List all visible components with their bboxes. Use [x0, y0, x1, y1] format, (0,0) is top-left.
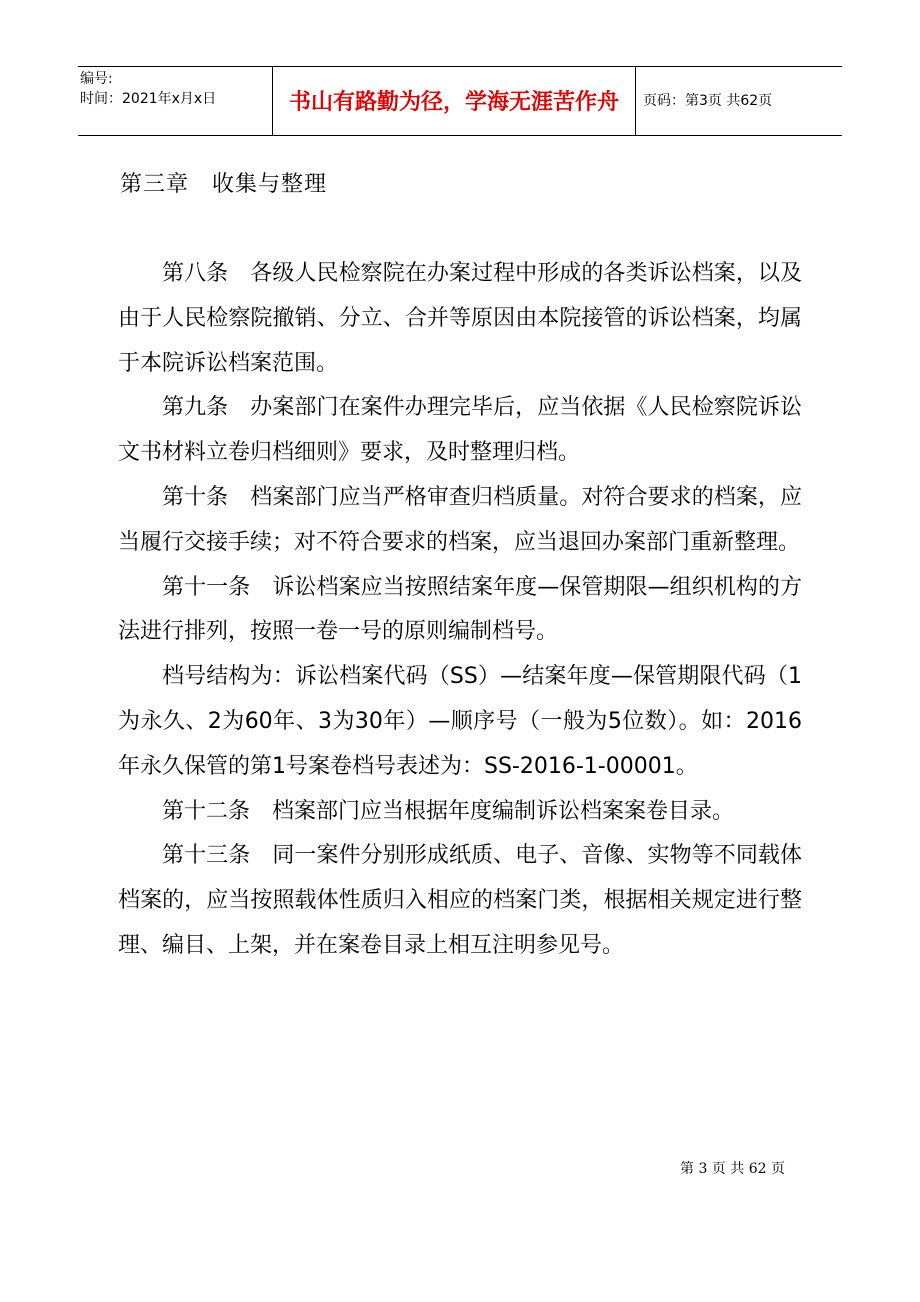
serial-number-label: 编号: [80, 71, 113, 87]
header-date: 时间：2021年x月x日 [80, 91, 217, 107]
article-13-paragraph: 第十三条 同一案件分别形成纸质、电子、音像、实物等不同载体档案的，应当按照载体性质归入相应的档案门类，根据相关规定进行整理、编目、上架，并在案卷目录上相互注明参见号。 [118, 843, 802, 958]
article-11-paragraph: 第十一条 诉讼档案应当按照结案年度—保管期限—组织机构的方法进行排列，按照一卷一号的原则编制档号。 [118, 574, 802, 645]
file-number-structure-paragraph: 档号结构为：诉讼档案代码（SS）—结案年度—保管期限代码（1为永久、2为60年、3为30年）—顺序号（一般为5位数）。如：2016年永久保管的第1号案卷档号表述为：SS-2016-1-00001。 [118, 664, 802, 779]
article-8-paragraph: 第八条 各级人民检察院在办案过程中形成的各类诉讼档案，以及由于人民检察院撤销、分立、合并等原因由本院接管的诉讼档案，均属于本院诉讼档案范围。 [118, 261, 802, 376]
article-9-paragraph: 第九条 办案部门在案件办理完毕后，应当依据《人民检察院诉讼文书材料立卷归档细则》要求，及时整理归档。 [118, 395, 802, 466]
document-body [118, 252, 802, 969]
header-meta-cell [78, 67, 272, 135]
header-motto: 书山有路勤为径，学海无涯苦作舟 [288, 89, 619, 115]
page-header [78, 66, 842, 136]
article-10-paragraph: 第十条 档案部门应当严格审查归档质量。对符合要求的档案，应当履行交接手续；对不符合要求的档案，应当退回办案部门重新整理。 [118, 484, 802, 555]
header-motto-cell [272, 67, 636, 135]
page-footer: 第 3 页 共 62 页 [680, 1161, 785, 1177]
chapter-title: 第三章 收集与整理 [120, 172, 328, 197]
header-page-info: 页码：第3页 共62页 [643, 93, 773, 109]
header-page-cell [635, 67, 842, 135]
article-12-paragraph: 第十二条 档案部门应当根据年度编制诉讼档案案卷目录。 [162, 798, 735, 824]
